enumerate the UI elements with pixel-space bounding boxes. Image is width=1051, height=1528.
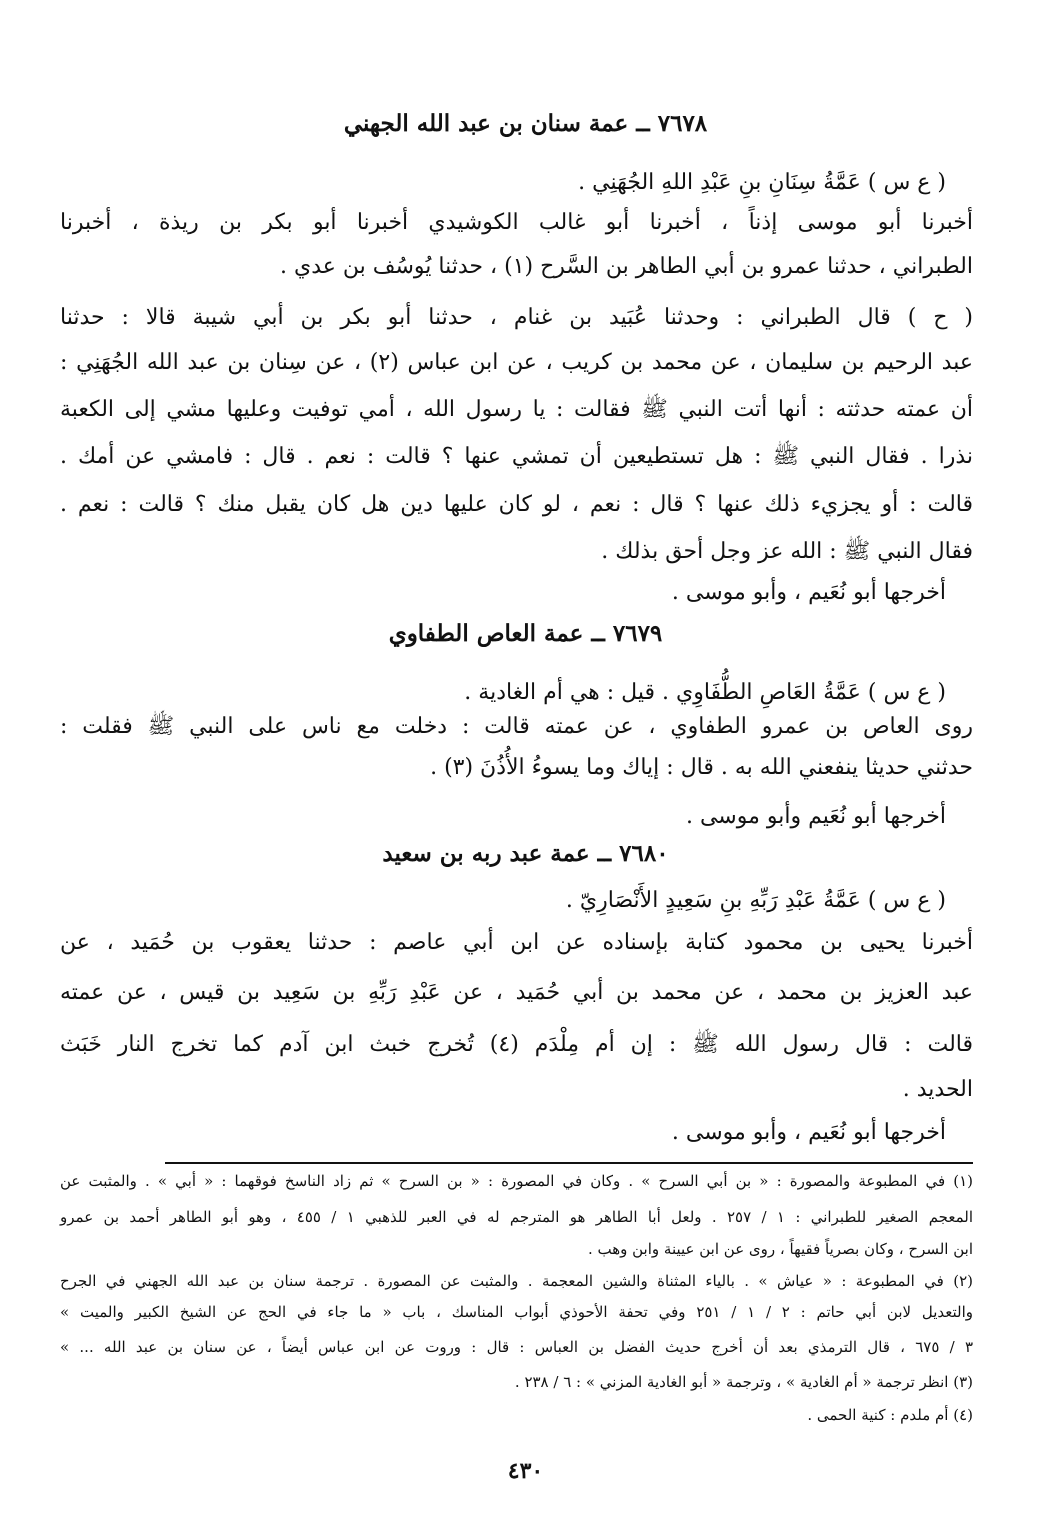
text-line: قالت : قال رسول الله ﷺ : إن أم مِلْدَم (٤) تُخرج خبث ابن آدم كما تخرج النار خَبَث (60, 1032, 974, 1057)
text-line: أن عمته حدثته : أنها أتت النبي ﷺ فقالت : يا رسول الله ، أمي توفيت وعليها مشي إلى الكعبة (60, 397, 973, 422)
footnote-line: (٢) في المطبوعة : « عياش » . بالياء المثناة والشين المعجمة . والمثبت عن المصورة . ترجمة سنان بن عبد الله الجهني في الجرح (60, 1272, 973, 1290)
text-line: أخرجها أبو نُعَيم ، وأبو موسى . (671, 1120, 946, 1145)
footnote-line: المعجم الصغير للطبراني : ١ / ٢٥٧ . ولعل أبا الطاهر هو المترجم له في العبر للذهبي ١ / ٤٥٥ ، وهو أبو الطاهر أحمد بن عمرو (60, 1208, 974, 1226)
text-line: قالت : أو يجزيء ذلك عنها ؟ قال : نعم ، لو كان عليها دين هل كان يقبل منك ؟ قالت : نعم . (60, 492, 973, 517)
footnote-line: ابن السرح ، وكان بصرياً فقيهاً ، روى عن ابن عيينة وابن وهب . (587, 1240, 973, 1258)
text-line: أخبرنا يحيى بن محمود كتابة بإسناده عن ابن أبي عاصم : حدثنا يعقوب بن حُمَيد ، عن (60, 930, 973, 955)
footnote-line: (٤) أم ملدم : كنية الحمى . (807, 1406, 973, 1424)
entry-heading: ٧٦٨٠ ــ عمة عبد ربه بن سعيد (382, 840, 669, 867)
text-line: عبد الرحيم بن سليمان ، عن محمد بن كريب ، عن ابن عباس (٢) ، عن سِنان بن عبد الله الجُهَنِي : (60, 350, 973, 375)
text-line: الطبراني ، حدثنا عمرو بن أبي الطاهر بن السَّرح (١) ، حدثنا يُوسُف بن عدي . (279, 254, 973, 279)
text-line: نذرا . فقال النبي ﷺ : هل تستطيعين أن تمشي عنها ؟ قالت : نعم . قال : فامشي عن أمك . (60, 444, 973, 469)
text-line: الحديد . (902, 1077, 973, 1102)
footnote-line: (١) في المطبوعة والمصورة : « بن أبي السرح » . وكان في المصورة : « بن السرح » ثم زاد الناسخ فوقهما : « أبي » . والمثبت عن (60, 1172, 973, 1190)
footnote-line: (٣) انظر ترجمة « أم الغادية » ، وترجمة « أبو الغادية المزني » : ٦ / ٢٣٨ . (514, 1373, 973, 1391)
entry-title-line: ( ع س ) عَمَّةُ عَبْدِ رَبِّهِ بنِ سَعِيدٍ الأَنْصَارِيّ . (565, 888, 946, 913)
text-line: أخبرنا أبو موسى إذناً ، أخبرنا أبو غالب الكوشيدي أخبرنا أبو بكر بن ريذة ، أخبرنا (60, 210, 973, 235)
text-line: أخرجها أبو نُعَيم وأبو موسى . (685, 804, 946, 829)
footnote-separator (165, 1162, 973, 1164)
entry-heading: ٧٦٧٨ ــ عمة سنان بن عبد الله الجهني (343, 110, 708, 137)
text-line: عبد العزيز بن محمد ، عن محمد بن أبي حُمَيد ، عن عَبْدِ رَبِّهِ بن سَعِيد بن قيس ، عن عمته (60, 980, 973, 1005)
footnote-line: ٣ / ٦٧٥ ، قال الترمذي بعد أن أخرج حديث الفضل بن العباس : قال : وروت عن ابن عباس أيضاً ، عن سنان بن عبد الله ... » (60, 1338, 973, 1356)
text-line: حدثني حديثا ينفعني الله به . قال : إياك وما يسوءُ الأُذُنَ (٣) . (430, 755, 973, 780)
text-line: أخرجها أبو نُعَيم ، وأبو موسى . (671, 580, 946, 605)
text-line: فقال النبي ﷺ : الله عز وجل أحق بذلك . (601, 539, 973, 564)
entry-title-line: ( ع س ) عَمَّةُ العَاصِ الطُّفَاوِي . قيل : هي أم الغادية . (464, 680, 946, 705)
footnote-line: والتعديل لابن أبي حاتم : ٢ / ١ / ٢٥١ وفي تحفة الأحوذي أبواب المناسك ، باب « ما جاء في الحج عن الشيخ الكبير والميت » (60, 1303, 973, 1321)
text-line: روى العاص بن عمرو الطفاوي ، عن عمته قالت : دخلت مع ناس على النبي ﷺ فقلت : (60, 714, 973, 739)
text-line: ( ح ) قال الطبراني : وحدثنا عُبَيد بن غنام ، حدثنا أبو بكر بن أبي شيبة قالا : حدثنا (60, 305, 973, 330)
page-number: ٤٣٠ (507, 1458, 544, 1484)
entry-title-line: ( ع س ) عَمَّةُ سِنَانِ بنِ عَبْدِ اللهِ الجُهَنِي . (578, 170, 946, 195)
entry-heading: ٧٦٧٩ ــ عمة العاص الطفاوي (388, 620, 663, 647)
